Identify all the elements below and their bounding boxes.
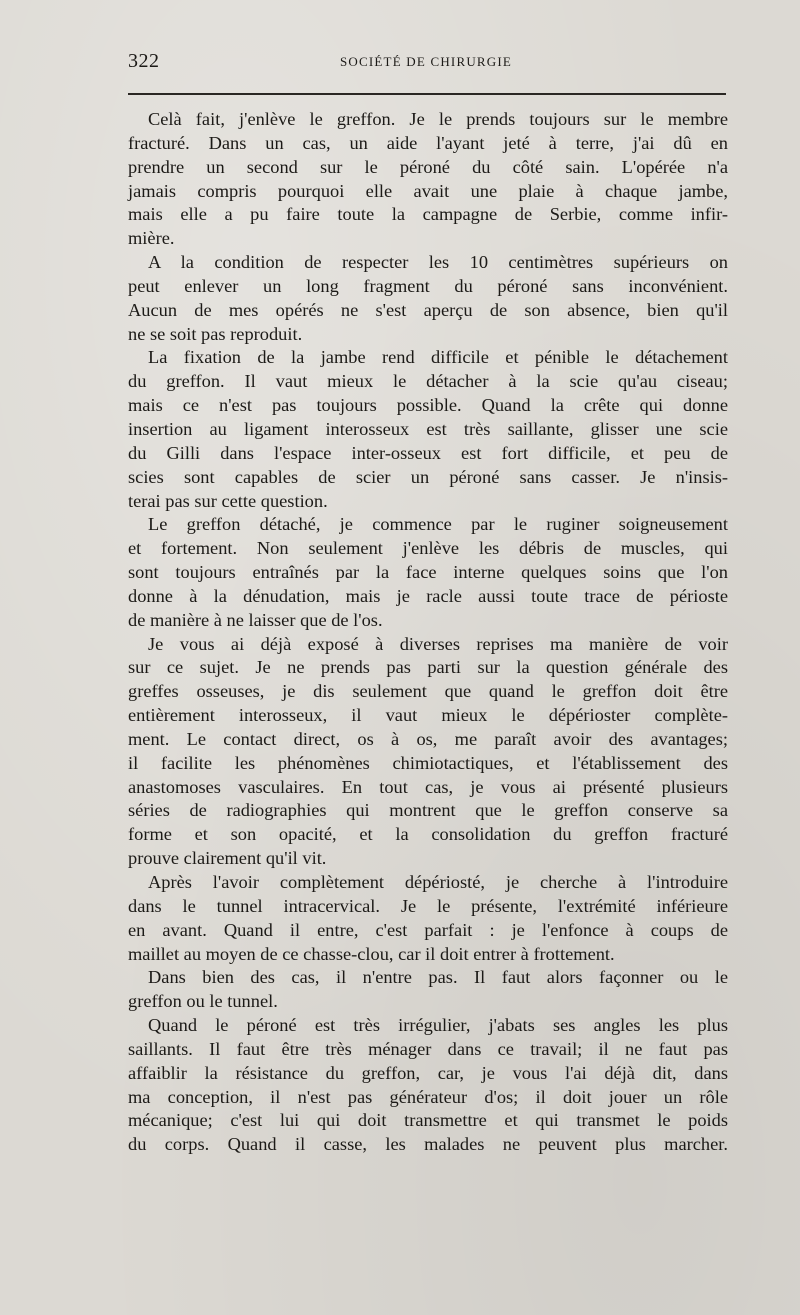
- text-line: prendre un second sur le péroné du côté sain. L'opérée n'a: [128, 156, 728, 177]
- text-line: ment. Le contact direct, os à os, me paraît avoir des avantages;: [128, 728, 728, 749]
- text-line: de manière à ne laisser que de l'os.: [128, 609, 383, 630]
- text-line: mais ce n'est pas toujours possible. Quand la crête qui donne: [128, 395, 728, 416]
- text-line: Dans bien des cas, il n'entre pas. Il faut alors façonner ou le: [148, 967, 728, 988]
- text-line: mais elle a pu faire toute la campagne de Serbie, comme infir-: [128, 204, 728, 225]
- text-line: A la condition de respecter les 10 centimètres supérieurs on: [148, 252, 728, 273]
- body-text: [128, 108, 728, 1157]
- text-line: du Gilli dans l'espace inter-osseux est fort difficile, et peu de: [128, 442, 728, 463]
- text-line: greffes osseuses, je dis seulement que quand le greffon doit être: [128, 681, 728, 702]
- text-line: entièrement interosseux, il vaut mieux le dépérioster complète-: [128, 705, 728, 726]
- text-line: et fortement. Non seulement j'enlève les débris de muscles, qui: [128, 538, 728, 559]
- text-line: prouve clairement qu'il vit.: [128, 848, 327, 869]
- text-line: Le greffon détaché, je commence par le ruginer soigneusement: [148, 514, 728, 535]
- text-line: greffon ou le tunnel.: [128, 991, 278, 1012]
- text-line: sur ce sujet. Je ne prends pas parti sur la question générale des: [128, 657, 728, 678]
- running-head: SOCIÉTÉ DE CHIRURGIE: [340, 54, 513, 69]
- page-header: [128, 50, 726, 80]
- text-line: dans le tunnel intracervical. Je le présente, l'extrémité inférieure: [128, 895, 728, 916]
- text-line: peut enlever un long fragment du péroné sans inconvénient.: [128, 275, 728, 296]
- text-line: Celà fait, j'enlève le greffon. Je le prends toujours sur le membre: [148, 109, 728, 129]
- text-line: Je vous ai déjà exposé à diverses reprises ma manière de voir: [148, 633, 728, 654]
- text-line: il facilite les phénomènes chimiotactiques, et l'établissement des: [128, 752, 728, 773]
- header-rule: [128, 93, 726, 95]
- text-line: Après l'avoir complètement dépériosté, je cherche à l'introduire: [148, 872, 728, 892]
- text-line: ne se soit pas reproduit.: [128, 323, 303, 344]
- text-line: mécanique; c'est lui qui doit transmettre et qui transmet le poids: [128, 1110, 728, 1131]
- text-line: mière.: [128, 228, 175, 249]
- text-line: jamais compris pourquoi elle avait une plaie à chaque jambe,: [128, 180, 728, 201]
- page-number: 322: [128, 50, 160, 72]
- text-line: maillet au moyen de ce chasse-clou, car il doit entrer à frottement.: [128, 943, 615, 964]
- text-line: saillants. Il faut être très ménager dans ce travail; il ne faut pas: [128, 1038, 728, 1059]
- text-line: du greffon. Il vaut mieux le détacher à la scie qu'au ciseau;: [128, 371, 728, 392]
- text-line: ma conception, il n'est pas générateur d'os; il doit jouer un rôle: [128, 1086, 728, 1107]
- text-line: La fixation de la jambe rend difficile et pénible le détachement: [148, 347, 728, 368]
- text-line: affaiblir la résistance du greffon, car, je vous l'ai déjà dit, dans: [128, 1062, 728, 1083]
- text-line: du corps. Quand il casse, les malades ne peuvent plus marcher.: [128, 1134, 728, 1155]
- text-line: anastomoses vasculaires. En tout cas, je vous ai présenté plusieurs: [128, 776, 728, 797]
- text-line: Aucun de mes opérés ne s'est aperçu de son absence, bien qu'il: [128, 299, 728, 320]
- text-line: scies sont capables de scier un péroné sans casser. Je n'insis-: [128, 466, 728, 487]
- text-line: Quand le péroné est très irrégulier, j'abats ses angles les plus: [148, 1015, 728, 1036]
- text-line: forme et son opacité, et la consolidation du greffon fracturé: [128, 824, 728, 845]
- text-line: terai pas sur cette question.: [128, 490, 328, 511]
- text-line: donne à la dénudation, mais je racle aussi toute trace de périoste: [128, 585, 728, 606]
- text-line: séries de radiographies qui montrent que le greffon conserve sa: [128, 800, 728, 821]
- text-line: sont toujours entraînés par la face interne quelques soins que l'on: [128, 562, 728, 583]
- text-line: en avant. Quand il entre, c'est parfait : je l'enfonce à coups de: [128, 919, 728, 940]
- text-line: insertion au ligament interosseux est très saillante, glisser une scie: [128, 418, 728, 439]
- text-line: fracturé. Dans un cas, un aide l'ayant jeté à terre, j'ai dû en: [128, 132, 728, 153]
